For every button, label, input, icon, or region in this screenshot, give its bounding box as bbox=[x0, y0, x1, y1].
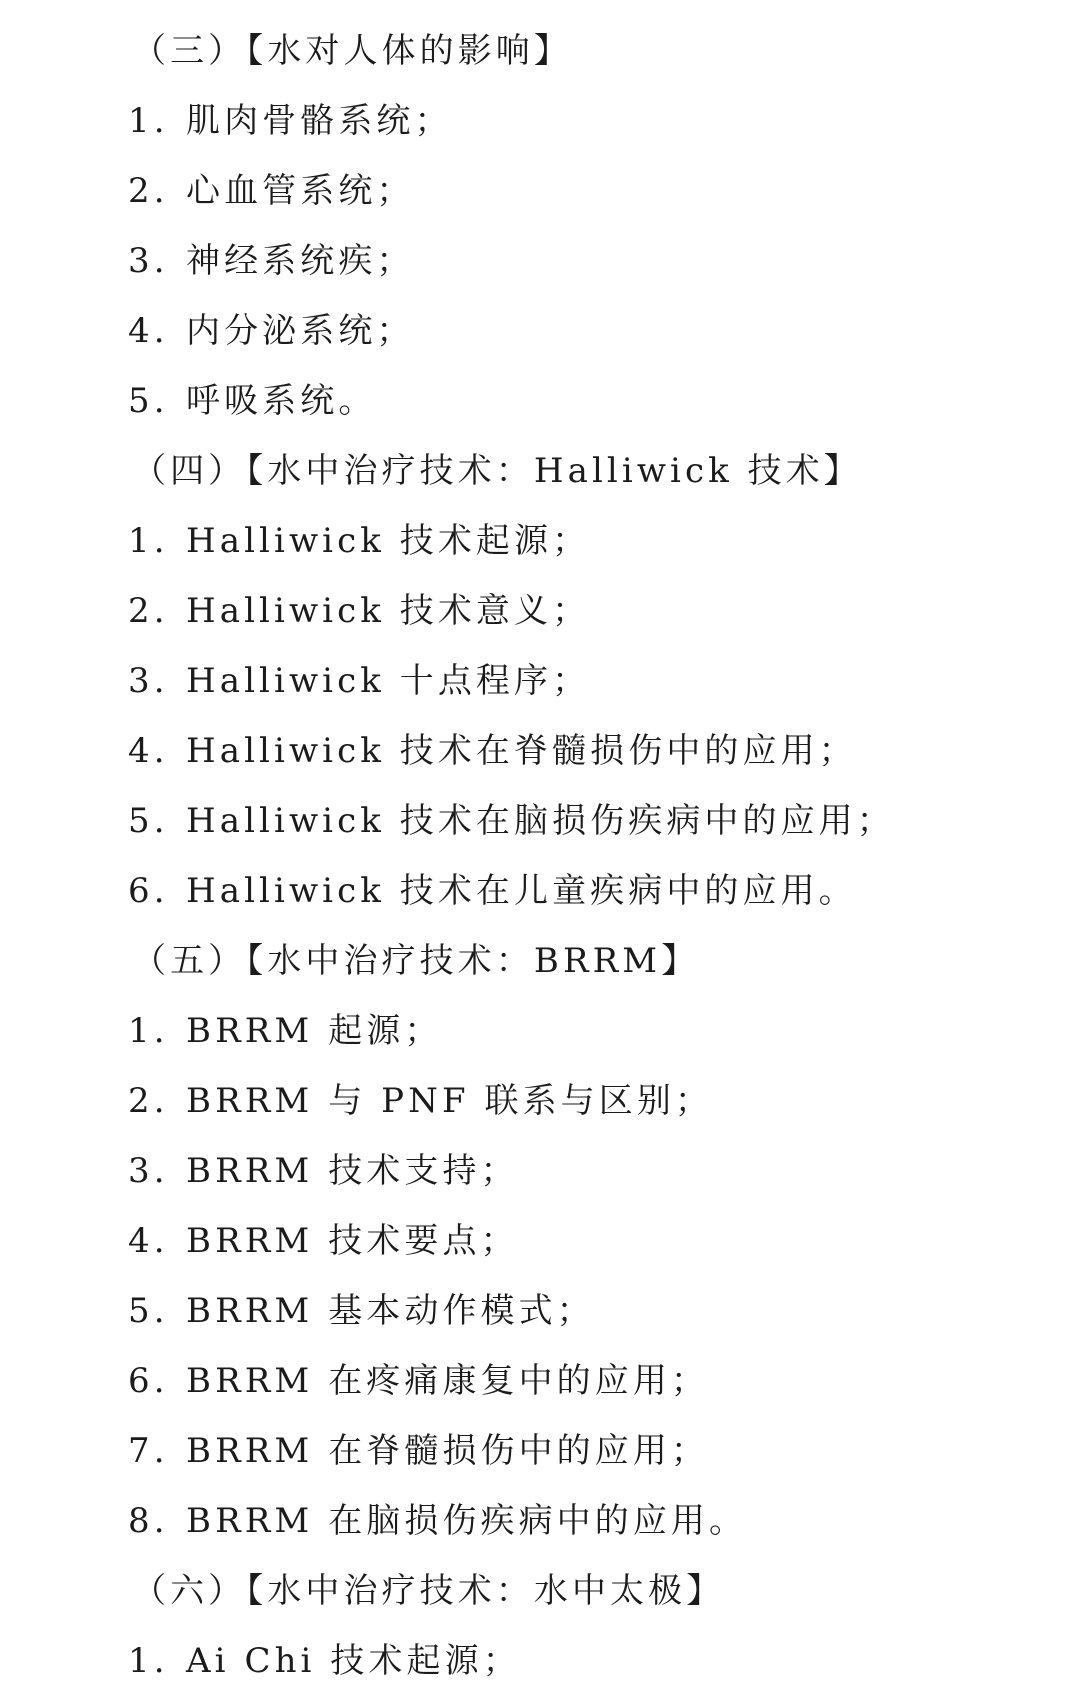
list-item bbox=[128, 1066, 1028, 1136]
section-heading: （五）【水中治疗技术：BRRM】 bbox=[132, 941, 700, 981]
item-text: BRRM 在脑损伤疾病中的应用。 bbox=[186, 1501, 748, 1541]
item-text: BRRM 起源； bbox=[186, 1011, 443, 1051]
item-number: 8. bbox=[128, 1501, 169, 1541]
item-number: 1. bbox=[128, 521, 169, 561]
list-item bbox=[128, 1486, 1028, 1556]
item-number: 2. bbox=[128, 171, 169, 211]
item-text: 呼吸系统。 bbox=[186, 381, 377, 421]
item-text: Halliwick 技术在脑损伤疾病中的应用； bbox=[186, 801, 895, 841]
list-item bbox=[128, 576, 1028, 646]
item-number: 4. bbox=[128, 311, 169, 351]
section-heading: （六）【水中治疗技术：水中太极】 bbox=[132, 1571, 725, 1611]
list-item bbox=[128, 646, 1028, 716]
item-text: Ai Chi 技术起源； bbox=[186, 1641, 521, 1681]
item-text: BRRM 技术支持； bbox=[186, 1151, 519, 1191]
item-text: 神经系统疾； bbox=[186, 241, 415, 281]
item-text: BRRM 在疼痛康复中的应用； bbox=[186, 1361, 710, 1401]
section-heading: （三）【水对人体的影响】 bbox=[132, 31, 572, 71]
list-item bbox=[128, 156, 1028, 226]
item-text: BRRM 技术要点； bbox=[186, 1221, 519, 1261]
item-number: 6. bbox=[128, 871, 169, 911]
item-number: 3. bbox=[128, 1151, 169, 1191]
item-text: 肌肉骨骼系统； bbox=[186, 101, 453, 141]
item-number: 1. bbox=[128, 1011, 169, 1051]
section-heading: （四）【水中治疗技术：Halliwick 技术】 bbox=[132, 451, 862, 491]
item-text: Halliwick 技术在儿童疾病中的应用。 bbox=[186, 871, 857, 911]
list-item bbox=[128, 1626, 1028, 1696]
item-number: 6. bbox=[128, 1361, 169, 1401]
section-3 bbox=[128, 16, 1028, 436]
item-text: Halliwick 技术起源； bbox=[186, 521, 591, 561]
item-number: 5. bbox=[128, 1291, 169, 1331]
list-item bbox=[128, 996, 1028, 1066]
list-item bbox=[128, 1136, 1028, 1206]
list-item bbox=[128, 226, 1028, 296]
list-item bbox=[128, 366, 1028, 436]
list-item bbox=[128, 1206, 1028, 1276]
list-item bbox=[128, 1416, 1028, 1486]
list-item bbox=[128, 296, 1028, 366]
item-number: 2. bbox=[128, 1081, 169, 1121]
list-item bbox=[128, 716, 1028, 786]
item-text: Halliwick 十点程序； bbox=[186, 661, 591, 701]
section-6 bbox=[128, 1556, 1028, 1696]
item-text: 心血管系统； bbox=[186, 171, 415, 211]
list-item bbox=[128, 1276, 1028, 1346]
item-number: 3. bbox=[128, 241, 169, 281]
item-number: 5. bbox=[128, 801, 169, 841]
item-number: 5. bbox=[128, 381, 169, 421]
list-item bbox=[128, 1346, 1028, 1416]
item-number: 1. bbox=[128, 1641, 169, 1681]
item-text: BRRM 基本动作模式； bbox=[186, 1291, 595, 1331]
list-item bbox=[128, 786, 1028, 856]
section-5 bbox=[128, 926, 1028, 1556]
item-number: 4. bbox=[128, 1221, 169, 1261]
list-item bbox=[128, 506, 1028, 576]
item-text: BRRM 与 PNF 联系与区别； bbox=[186, 1081, 713, 1121]
item-text: Halliwick 技术在脊髓损伤中的应用； bbox=[186, 731, 857, 771]
item-number: 4. bbox=[128, 731, 169, 771]
document-content bbox=[128, 16, 1028, 1696]
item-number: 1. bbox=[128, 101, 169, 141]
list-item bbox=[128, 86, 1028, 156]
list-item bbox=[128, 856, 1028, 926]
section-4 bbox=[128, 436, 1028, 926]
item-text: Halliwick 技术意义； bbox=[186, 591, 591, 631]
item-number: 3. bbox=[128, 661, 169, 701]
item-number: 7. bbox=[128, 1431, 169, 1471]
item-number: 2. bbox=[128, 591, 169, 631]
item-text: 内分泌系统； bbox=[186, 311, 415, 351]
item-text: BRRM 在脊髓损伤中的应用； bbox=[186, 1431, 710, 1471]
